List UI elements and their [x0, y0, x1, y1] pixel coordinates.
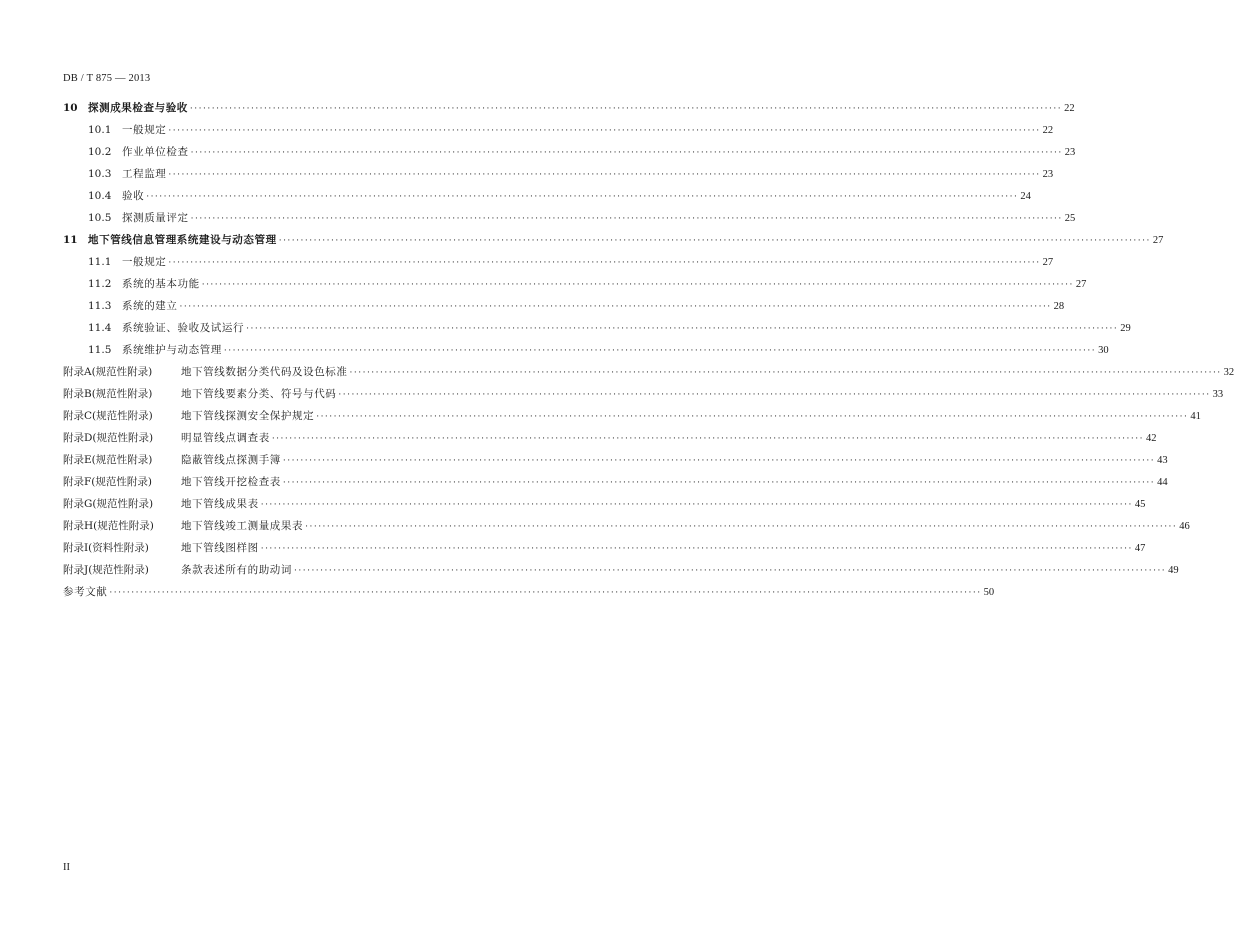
- toc-entry[interactable]: [63, 339, 1109, 361]
- toc-entry-page: 27: [1075, 279, 1087, 290]
- toc-entry-page: 22: [1042, 125, 1054, 136]
- document-header: DB / T 875 — 2013: [63, 73, 151, 84]
- toc-entry-page: 27: [1152, 235, 1164, 246]
- toc-entry-title: 一般规定: [122, 256, 167, 268]
- toc-entry-page: 28: [1053, 301, 1065, 312]
- toc-entry-title: 参考文献: [63, 586, 108, 598]
- toc-entry[interactable]: [63, 383, 1224, 405]
- toc-entry-title: 明显管线点调查表: [181, 432, 270, 444]
- toc-entry-title: 作业单位检查: [122, 146, 189, 158]
- toc-entry-title: 地下管线图样图: [181, 542, 259, 554]
- toc-entry-title: 地下管线数据分类代码及设色标准: [181, 366, 348, 378]
- toc-entry-page: 30: [1098, 345, 1109, 356]
- toc-entry[interactable]: [63, 427, 1157, 449]
- toc-dot-leader: ········································································································································································································: [278, 236, 1151, 246]
- toc-entry-number: 11.3: [88, 300, 112, 312]
- toc-entry-title: 地下管线成果表: [181, 498, 259, 510]
- toc-entry[interactable]: [63, 251, 1054, 273]
- toc-entry-title: 地下管线信息管理系统建设与动态管理: [88, 234, 277, 246]
- toc-entry[interactable]: [63, 229, 1164, 251]
- toc-entry[interactable]: [63, 119, 1054, 141]
- toc-dot-leader: ········································································································································································································: [223, 346, 1097, 356]
- toc-entry-title: 一般规定: [122, 124, 167, 136]
- toc-dot-leader: ········································································································································································································: [168, 170, 1041, 180]
- toc-entry-number: 附录A(规范性附录): [63, 366, 153, 378]
- toc-entry[interactable]: [63, 163, 1054, 185]
- toc-entry-page: 27: [1042, 257, 1054, 268]
- toc-entry[interactable]: [63, 493, 1146, 515]
- toc-dot-leader: ········································································································································································································: [260, 544, 1133, 554]
- toc-entry-page: 47: [1134, 543, 1146, 554]
- toc-dot-leader: ········································································································································································································: [349, 368, 1222, 378]
- toc-dot-leader: ········································································································································································································: [316, 412, 1189, 422]
- toc-entry-title: 探测质量评定: [122, 212, 189, 224]
- toc-dot-leader: ········································································································································································································: [305, 522, 1178, 532]
- toc-entry-title: 系统验证、验收及试运行: [122, 322, 245, 334]
- toc-entry-number: 11.1: [88, 256, 112, 268]
- toc-entry-page: 44: [1157, 477, 1168, 488]
- toc-dot-leader: ········································································································································································································: [146, 192, 1019, 202]
- toc-entry-number: 11.4: [88, 322, 112, 334]
- toc-entry[interactable]: [63, 515, 1190, 537]
- toc-entry-number: 10.3: [88, 168, 112, 180]
- toc-entry-number: 10: [63, 102, 78, 114]
- toc-dot-leader: ········································································································································································································: [282, 456, 1156, 466]
- toc-entry-page: 23: [1064, 147, 1076, 158]
- toc-dot-leader: ········································································································································································································: [260, 500, 1133, 510]
- toc-entry-number: 附录D(规范性附录): [63, 432, 154, 444]
- toc-entry-number: 11.5: [88, 344, 112, 356]
- toc-entry-page: 25: [1064, 213, 1076, 224]
- toc-entry-page: 50: [983, 587, 995, 598]
- toc-entry-title: 地下管线要素分类、符号与代码: [181, 388, 337, 400]
- toc-entry-title: 验收: [122, 190, 145, 202]
- toc-entry-page: 45: [1134, 499, 1146, 510]
- toc-dot-leader: ········································································································································································································: [282, 478, 1156, 488]
- toc-entry-number: 附录G(规范性附录): [63, 498, 154, 510]
- toc-entry-title: 地下管线探测安全保护规定: [181, 410, 315, 422]
- toc-entry-title: 地下管线开挖检查表: [181, 476, 281, 488]
- toc-entry-number: 10.4: [88, 190, 112, 202]
- toc-entry-title: 系统维护与动态管理: [122, 344, 222, 356]
- toc-dot-leader: ········································································································································································································: [190, 148, 1063, 158]
- toc-entry[interactable]: [63, 141, 1076, 163]
- toc-dot-leader: ········································································································································································································: [168, 126, 1041, 136]
- toc-entry-page: 49: [1168, 565, 1179, 576]
- toc-entry[interactable]: [63, 207, 1076, 229]
- toc-entry[interactable]: [63, 317, 1131, 339]
- toc-dot-leader: ········································································································································································································: [338, 390, 1211, 400]
- toc-entry-title: 隐蔽管线点探测手簿: [181, 454, 281, 466]
- toc-entry-number: 10.5: [88, 212, 112, 224]
- toc-entry[interactable]: [63, 185, 1031, 207]
- toc-entry[interactable]: [63, 559, 1179, 581]
- toc-dot-leader: ········································································································································································································: [168, 258, 1041, 268]
- toc-entry-page: 41: [1190, 411, 1201, 422]
- toc-entry-title: 探测成果检查与验收: [88, 102, 188, 114]
- toc-entry-number: 附录C(规范性附录): [63, 410, 153, 422]
- toc-entry-number: 10.1: [88, 124, 112, 136]
- toc-dot-leader: ········································································································································································································: [190, 214, 1063, 224]
- toc-dot-leader: ········································································································································································································: [271, 434, 1144, 444]
- toc-entry-page: 24: [1020, 191, 1031, 202]
- toc-entry-title: 系统的建立: [122, 300, 178, 312]
- toc-entry-number: 11: [63, 234, 78, 246]
- toc-entry-title: 条款表述所有的助动词: [181, 564, 292, 576]
- toc-dot-leader: ········································································································································································································: [179, 302, 1052, 312]
- toc-entry[interactable]: [63, 97, 1075, 119]
- toc-entry[interactable]: [63, 405, 1201, 427]
- toc-entry[interactable]: [63, 449, 1168, 471]
- toc-dot-leader: ········································································································································································································: [109, 588, 982, 598]
- toc-entry-number: 附录I(资料性附录): [63, 542, 149, 554]
- toc-entry-page: 29: [1120, 323, 1131, 334]
- toc-entry-number: 附录E(规范性附录): [63, 454, 153, 466]
- toc-entry-page: 23: [1042, 169, 1054, 180]
- table-of-contents: [63, 97, 1234, 603]
- toc-dot-leader: ········································································································································································································: [246, 324, 1119, 334]
- toc-entry-page: 22: [1064, 103, 1075, 114]
- toc-entry-title: 系统的基本功能: [122, 278, 200, 290]
- toc-entry[interactable]: [63, 273, 1087, 295]
- toc-entry-number: 附录H(规范性附录): [63, 520, 154, 532]
- toc-dot-leader: ········································································································································································································: [201, 280, 1074, 290]
- toc-entry[interactable]: [63, 361, 1234, 383]
- toc-entry-number: 10.2: [88, 146, 112, 158]
- toc-entry[interactable]: [63, 537, 1146, 559]
- toc-entry-page: 33: [1212, 389, 1224, 400]
- toc-entry-page: 32: [1223, 367, 1234, 378]
- toc-entry-number: 11.2: [88, 278, 112, 290]
- toc-dot-leader: ········································································································································································································: [189, 104, 1063, 114]
- toc-entry-title: 工程监理: [122, 168, 167, 180]
- toc-entry-number: 附录B(规范性附录): [63, 388, 153, 400]
- toc-entry-page: 43: [1157, 455, 1168, 466]
- toc-entry-page: 46: [1179, 521, 1190, 532]
- toc-entry[interactable]: [63, 295, 1065, 317]
- toc-entry[interactable]: [63, 471, 1168, 493]
- toc-dot-leader: ········································································································································································································: [294, 566, 1167, 576]
- toc-entry-number: 附录J(规范性附录): [63, 564, 149, 576]
- toc-entry[interactable]: [63, 581, 995, 603]
- toc-entry-number: 附录F(规范性附录): [63, 476, 152, 488]
- toc-entry-title: 地下管线竣工测量成果表: [181, 520, 304, 532]
- toc-entry-page: 42: [1145, 433, 1157, 444]
- page-number-footer: II: [63, 862, 70, 873]
